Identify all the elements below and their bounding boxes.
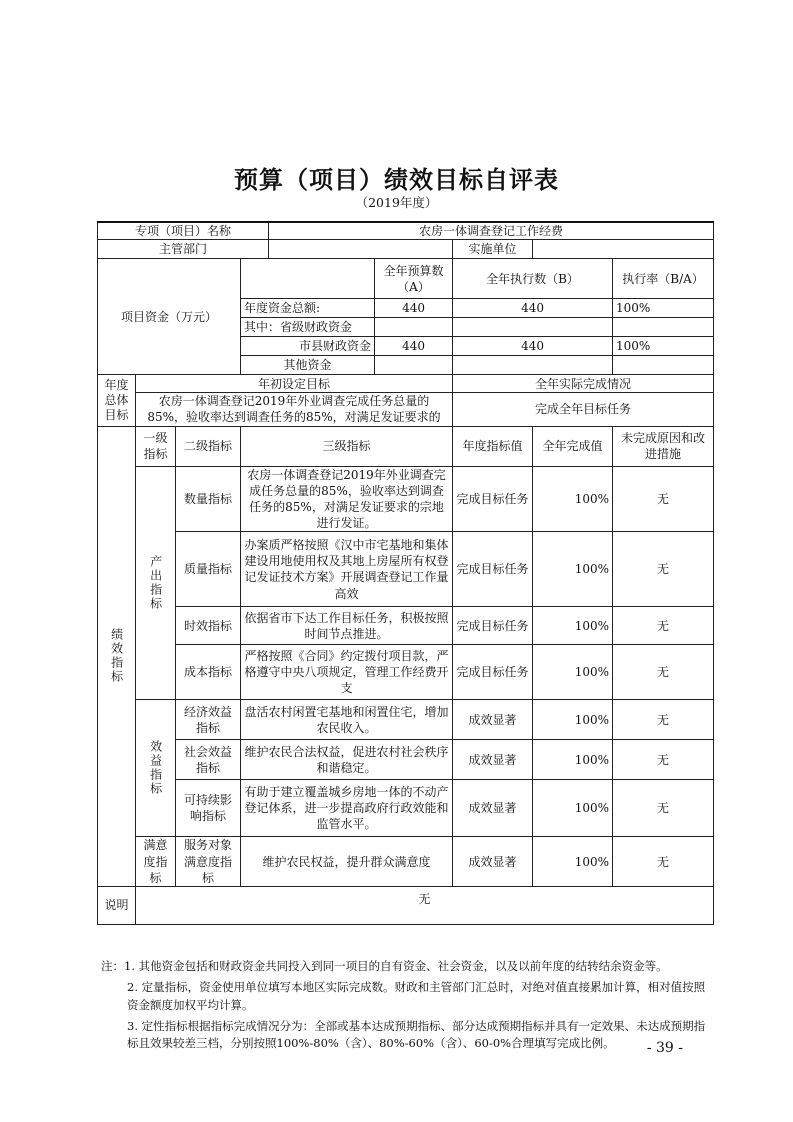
indicator-row (98, 740, 714, 780)
indicator-done: 100% (533, 837, 613, 887)
indicator-reason: 无 (613, 532, 714, 607)
funds-row-rate: 100% (613, 299, 714, 318)
funds-row-budget: 440 (375, 299, 453, 318)
funds-row-exec: 440 (453, 299, 613, 318)
indicator-level2: 经济效益指标 (176, 700, 241, 740)
indicator-done: 100% (533, 700, 613, 740)
header-reason: 未完成原因和改进措施 (613, 426, 714, 466)
funds-label: 项目资金（万元） (98, 259, 241, 375)
footnote: 注：1. 其他资金包括和财政资金共同投入到同一项目的自有资金、社会资金，以及以前年度的结转结余资金等。 (101, 959, 668, 973)
header-level2: 二级指标 (176, 426, 241, 466)
funds-row-label: 年度资金总额: (241, 299, 375, 318)
indicator-level3: 盘活农村闲置宅基地和闲置住宅，增加农民收入。 (241, 700, 453, 740)
report-year: （2019年度） (355, 195, 438, 210)
remark-label: 说明 (98, 886, 136, 924)
funds-row-exec (453, 356, 613, 375)
funds-row-rate (613, 356, 714, 375)
self-evaluation-table (97, 221, 714, 925)
goals-label: 年度总体目标 (98, 375, 136, 426)
group-label: 满意度指标 (136, 837, 176, 887)
indicator-reason: 无 (613, 607, 714, 645)
header-done: 全年完成值 (533, 426, 613, 466)
goals-set-header: 年初设定目标 (136, 375, 453, 393)
funds-row-label: 市县财政资金 (241, 337, 375, 356)
footnote: 3. 定性指标根据指标完成情况分为：全部或基本达成预期指标、部分达成预期指标并具有一定效果、未达成预期指标且效果较差三档，分别按照100%-80%（含）、80%-60%（含）、60-0%合理填写完成比例。 (127, 1018, 706, 1050)
goals-actual-text: 完成全年目标任务 (453, 393, 714, 426)
group-label (136, 466, 176, 700)
indicator-target: 完成目标任务 (453, 607, 533, 645)
indicator-level2: 质量指标 (176, 532, 241, 607)
indicator-level3: 严格按照《合同》约定拨付项目款，严格遵守中央八项规定，管理工作经费开支 (241, 645, 453, 700)
indicator-row (98, 780, 714, 837)
header-level1: 一级指标 (136, 426, 176, 466)
header-level3: 三级指标 (241, 426, 453, 466)
indicator-reason: 无 (613, 645, 714, 700)
indicator-target: 成效显著 (453, 837, 533, 887)
indicator-level2: 数量指标 (176, 466, 241, 532)
goals-actual-header: 全年实际完成情况 (453, 375, 714, 393)
unit-label: 实施单位 (453, 240, 533, 259)
page-number: - 39 - (646, 1040, 683, 1056)
indicator-level2: 成本指标 (176, 645, 241, 700)
funds-header-exec: 全年执行数（B） (453, 259, 613, 299)
indicator-level2: 可持续影响指标 (176, 780, 241, 837)
indicator-level2: 时效指标 (176, 607, 241, 645)
page-title: 预算（项目）绩效目标自评表 (234, 165, 559, 194)
funds-row-budget (375, 356, 453, 375)
indicator-done: 100% (533, 607, 613, 645)
indicator-row (98, 466, 714, 532)
indicator-target: 成效显著 (453, 740, 533, 780)
indicator-reason: 无 (613, 780, 714, 837)
indicator-target: 成效显著 (453, 700, 533, 740)
indicator-level3: 有助于建立覆盖城乡房地一体的不动产登记体系，进一步提高政府行政效能和监管水平。 (241, 780, 453, 837)
goals-set-text: 农房一体调查登记2019年外业调查完成任务总量的85%，验收率达到调查任务的85%，对满足发证要求的 (136, 393, 453, 426)
indicator-row (98, 532, 714, 607)
indicator-target: 完成目标任务 (453, 645, 533, 700)
funds-header-budget: 全年预算数（A） (375, 259, 453, 299)
indicator-reason: 无 (613, 837, 714, 887)
indicator-done: 100% (533, 532, 613, 607)
dept-value (269, 240, 453, 259)
funds-header-rate: 执行率（B/A） (613, 259, 714, 299)
funds-row-exec: 440 (453, 337, 613, 356)
indicator-row (98, 700, 714, 740)
indicator-row (98, 645, 714, 700)
indicators-label (98, 426, 136, 886)
indicator-level3: 农房一体调查登记2019年外业调查完成任务总量的85%，验收率达到调查任务的85%，对满足发证要求的宗地进行发证。 (241, 466, 453, 532)
indicator-target: 成效显著 (453, 780, 533, 837)
indicator-reason: 无 (613, 740, 714, 780)
indicator-level3: 维护农民合法权益，促进农村社会秩序和谐稳定。 (241, 740, 453, 780)
funds-row-budget (375, 318, 453, 337)
footnote: 2. 定量指标，资金使用单位填写本地区实际完成数。财政和主管部门汇总时，对绝对值直接累加计算，相对值按照资金额度加权平均计算。 (127, 980, 706, 1012)
indicator-done: 100% (533, 645, 613, 700)
footnotes (101, 958, 716, 1056)
indicator-level3: 办案质严格按照《汉中市宅基地和集体建设用地使用权及其地上房屋所有权登记发证技术方案》开展调查登记工作量高效 (241, 532, 453, 607)
group-label (136, 700, 176, 837)
project-name-value: 农房一体调查登记工作经费 (269, 222, 714, 240)
indicator-done: 100% (533, 780, 613, 837)
indicator-row (98, 837, 714, 887)
funds-row-exec (453, 318, 613, 337)
indicator-done: 100% (533, 740, 613, 780)
indicator-reason: 无 (613, 700, 714, 740)
indicator-done: 100% (533, 466, 613, 532)
indicator-row (98, 607, 714, 645)
group-label-text: 产出指标 (148, 554, 163, 611)
indicator-level3: 维护农民权益，提升群众满意度 (241, 837, 453, 887)
funds-row-label: 其中：省级财政资金 (241, 318, 375, 337)
dept-label: 主管部门 (98, 240, 269, 259)
header-target: 年度指标值 (453, 426, 533, 466)
group-label-text: 效益指标 (148, 740, 163, 797)
project-name-label: 专项（项目）名称 (98, 222, 269, 240)
funds-row-budget: 440 (375, 337, 453, 356)
indicator-reason: 无 (613, 466, 714, 532)
indicator-target: 完成目标任务 (453, 466, 533, 532)
unit-value (533, 240, 714, 259)
funds-row-rate: 100% (613, 337, 714, 356)
funds-header-blank (241, 259, 375, 299)
remark-text: 无 (136, 886, 714, 924)
indicator-level2: 社会效益指标 (176, 740, 241, 780)
indicators-label-text: 绩效指标 (109, 628, 124, 685)
funds-row-label: 其他资金 (241, 356, 375, 375)
indicator-target: 完成目标任务 (453, 532, 533, 607)
funds-row-rate (613, 318, 714, 337)
indicator-level2: 服务对象满意度指标 (176, 837, 241, 887)
indicator-level3: 依据省市下达工作目标任务，积极按照时间节点推进。 (241, 607, 453, 645)
